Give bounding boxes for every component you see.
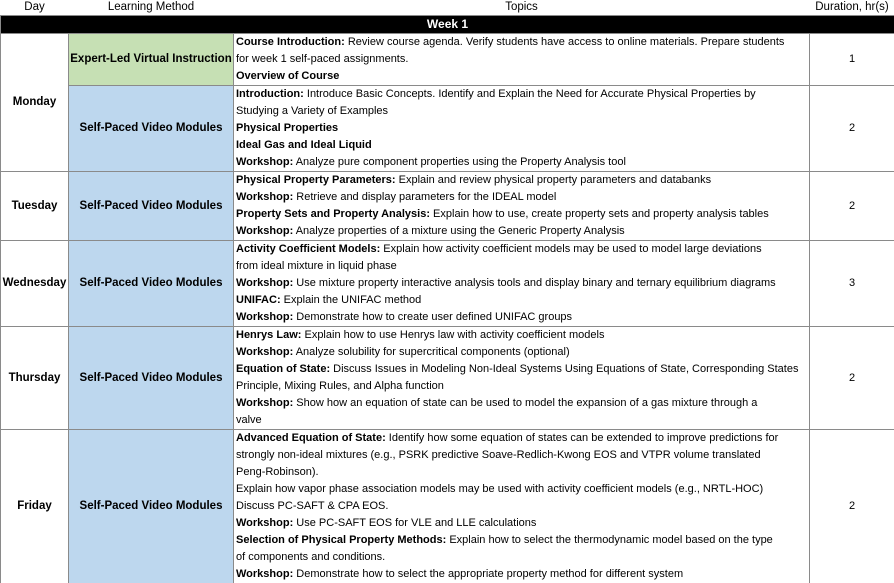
topic-line [236,395,807,412]
topic-text: Peng-Robinson). [236,466,319,478]
topic-text: Explain the UNIFAC method [281,294,422,306]
topic-text: Principle, Mixing Rules, and Alpha function [236,380,444,392]
topic-text: Analyze solubility for supercritical components (optional) [293,346,569,358]
day-cell: Wednesday [1,241,69,327]
topics-cell [234,172,810,241]
topic-line [236,464,807,481]
schedule-row [1,172,894,241]
topic-heading: Workshop: [236,568,293,580]
topic-text: Review course agenda. Verify students have access to online materials. Prepare students [345,36,785,48]
topic-line [236,361,807,378]
duration-cell: 2 [810,430,894,583]
day-cell: Thursday [1,327,69,430]
topic-line [236,481,807,498]
topic-line [236,515,807,532]
topic-line [236,172,807,189]
day-cell: Friday [1,430,69,583]
topic-line [236,447,807,464]
topic-heading: Workshop: [236,191,293,203]
topic-line [236,258,807,275]
topic-text: Analyze properties of a mixture using the Generic Property Analysis [293,225,624,237]
topic-text: Discuss Issues in Modeling Non-Ideal Systems Using Equations of State, Corresponding States [330,363,798,375]
header-method: Learning Method [69,0,234,16]
method-cell: Self-Paced Video Modules [69,430,234,583]
topic-text: for week 1 self-paced assignments. [236,53,408,65]
topics-cell [234,34,810,86]
topic-heading: Ideal Gas and Ideal Liquid [236,139,372,151]
topic-heading: Activity Coefficient Models: [236,243,380,255]
week-band-row [1,16,894,34]
header-row [1,0,894,16]
topic-heading: Equation of State: [236,363,330,375]
duration-cell: 2 [810,86,894,172]
topic-line [236,241,807,258]
topic-text: Studying a Variety of Examples [236,105,388,117]
topic-line [236,206,807,223]
topic-line [236,154,807,171]
topics-cell [234,430,810,583]
topic-heading: Workshop: [236,311,293,323]
topic-text: Demonstrate how to create user defined UNIFAC groups [293,311,572,323]
topic-line [236,86,807,103]
schedule-row [1,34,894,86]
topic-heading: Physical Properties [236,122,338,134]
header-topics: Topics [234,0,810,16]
topic-line [236,120,807,137]
schedule-row [1,430,894,583]
topic-line [236,412,807,429]
topic-line [236,532,807,549]
topic-text: Identify how some equation of states can be extended to improve predictions for [386,432,779,444]
schedule-row [1,86,894,172]
topic-text: Analyze pure component properties using the Property Analysis tool [293,156,626,168]
topic-heading: Overview of Course [236,70,339,82]
topic-heading: Workshop: [236,517,293,529]
topic-line [236,430,807,447]
topic-text: Show how an equation of state can be used to model the expansion of a gas mixture through a [293,397,757,409]
topic-text: valve [236,414,262,426]
topic-text: Explain how to use, create property sets and property analysis tables [430,208,769,220]
topic-line [236,189,807,206]
topic-line [236,275,807,292]
topic-heading: Introduction: [236,88,304,100]
topic-heading: Workshop: [236,346,293,358]
topic-heading: Advanced Equation of State: [236,432,386,444]
topic-line [236,103,807,120]
topic-line [236,566,807,583]
topic-line [236,292,807,309]
duration-cell: 1 [810,34,894,86]
topic-heading: Property Sets and Property Analysis: [236,208,430,220]
day-cell: Tuesday [1,172,69,241]
method-cell: Self-Paced Video Modules [69,172,234,241]
topic-heading: Physical Property Parameters: [236,174,396,186]
method-cell: Self-Paced Video Modules [69,327,234,430]
topic-heading: Workshop: [236,277,293,289]
topic-line [236,344,807,361]
header-day: Day [1,0,69,16]
schedule-row [1,327,894,430]
topic-text: Explain how to select the thermodynamic model based on the type [446,534,773,546]
topic-line [236,498,807,515]
topic-line [236,223,807,240]
week-label: Week 1 [1,16,894,34]
topics-cell [234,241,810,327]
duration-cell: 2 [810,327,894,430]
topic-line [236,137,807,154]
topic-heading: Workshop: [236,156,293,168]
duration-cell: 3 [810,241,894,327]
topic-line [236,51,807,68]
topic-heading: Course Introduction: [236,36,345,48]
topic-line [236,34,807,51]
topic-text: Introduce Basic Concepts. Identify and Explain the Need for Accurate Physical Properties by [304,88,756,100]
topic-text: Explain how vapor phase association models may be used with activity coefficient models (e.g., NRTL-HOC) [236,483,763,495]
schedule-row [1,241,894,327]
topic-text: Explain and review physical property parameters and databanks [396,174,712,186]
header-duration: Duration, hr(s) [810,0,894,16]
topic-heading: Workshop: [236,225,293,237]
topic-line [236,309,807,326]
topic-text: Explain how activity coefficient models may be used to model large deviations [380,243,761,255]
topics-cell [234,327,810,430]
method-cell: Self-Paced Video Modules [69,241,234,327]
method-cell: Self-Paced Video Modules [69,86,234,172]
topic-text: Discuss PC-SAFT & CPA EOS. [236,500,388,512]
topic-line [236,327,807,344]
topic-text: Demonstrate how to select the appropriate property method for different system [293,568,683,580]
topic-line [236,549,807,566]
method-cell: Expert-Led Virtual Instruction [69,34,234,86]
topic-line [236,68,807,85]
topic-text: strongly non-ideal mixtures (e.g., PSRK predictive Soave-Redlich-Kwong EOS and VTPR volume translated [236,449,761,461]
duration-cell: 2 [810,172,894,241]
topics-cell [234,86,810,172]
topic-text: of components and conditions. [236,551,385,563]
topic-text: Retrieve and display parameters for the IDEAL model [293,191,556,203]
topic-heading: UNIFAC: [236,294,281,306]
topic-heading: Selection of Physical Property Methods: [236,534,446,546]
topic-text: Use PC-SAFT EOS for VLE and LLE calculations [293,517,536,529]
topic-heading: Workshop: [236,397,293,409]
topic-text: Use mixture property interactive analysis tools and display binary and ternary equilibrium diagrams [293,277,775,289]
topic-line [236,378,807,395]
topic-heading: Henrys Law: [236,329,301,341]
topic-text: from ideal mixture in liquid phase [236,260,397,272]
topic-text: Explain how to use Henrys law with activity coefficient models [301,329,604,341]
day-cell: Monday [1,34,69,172]
